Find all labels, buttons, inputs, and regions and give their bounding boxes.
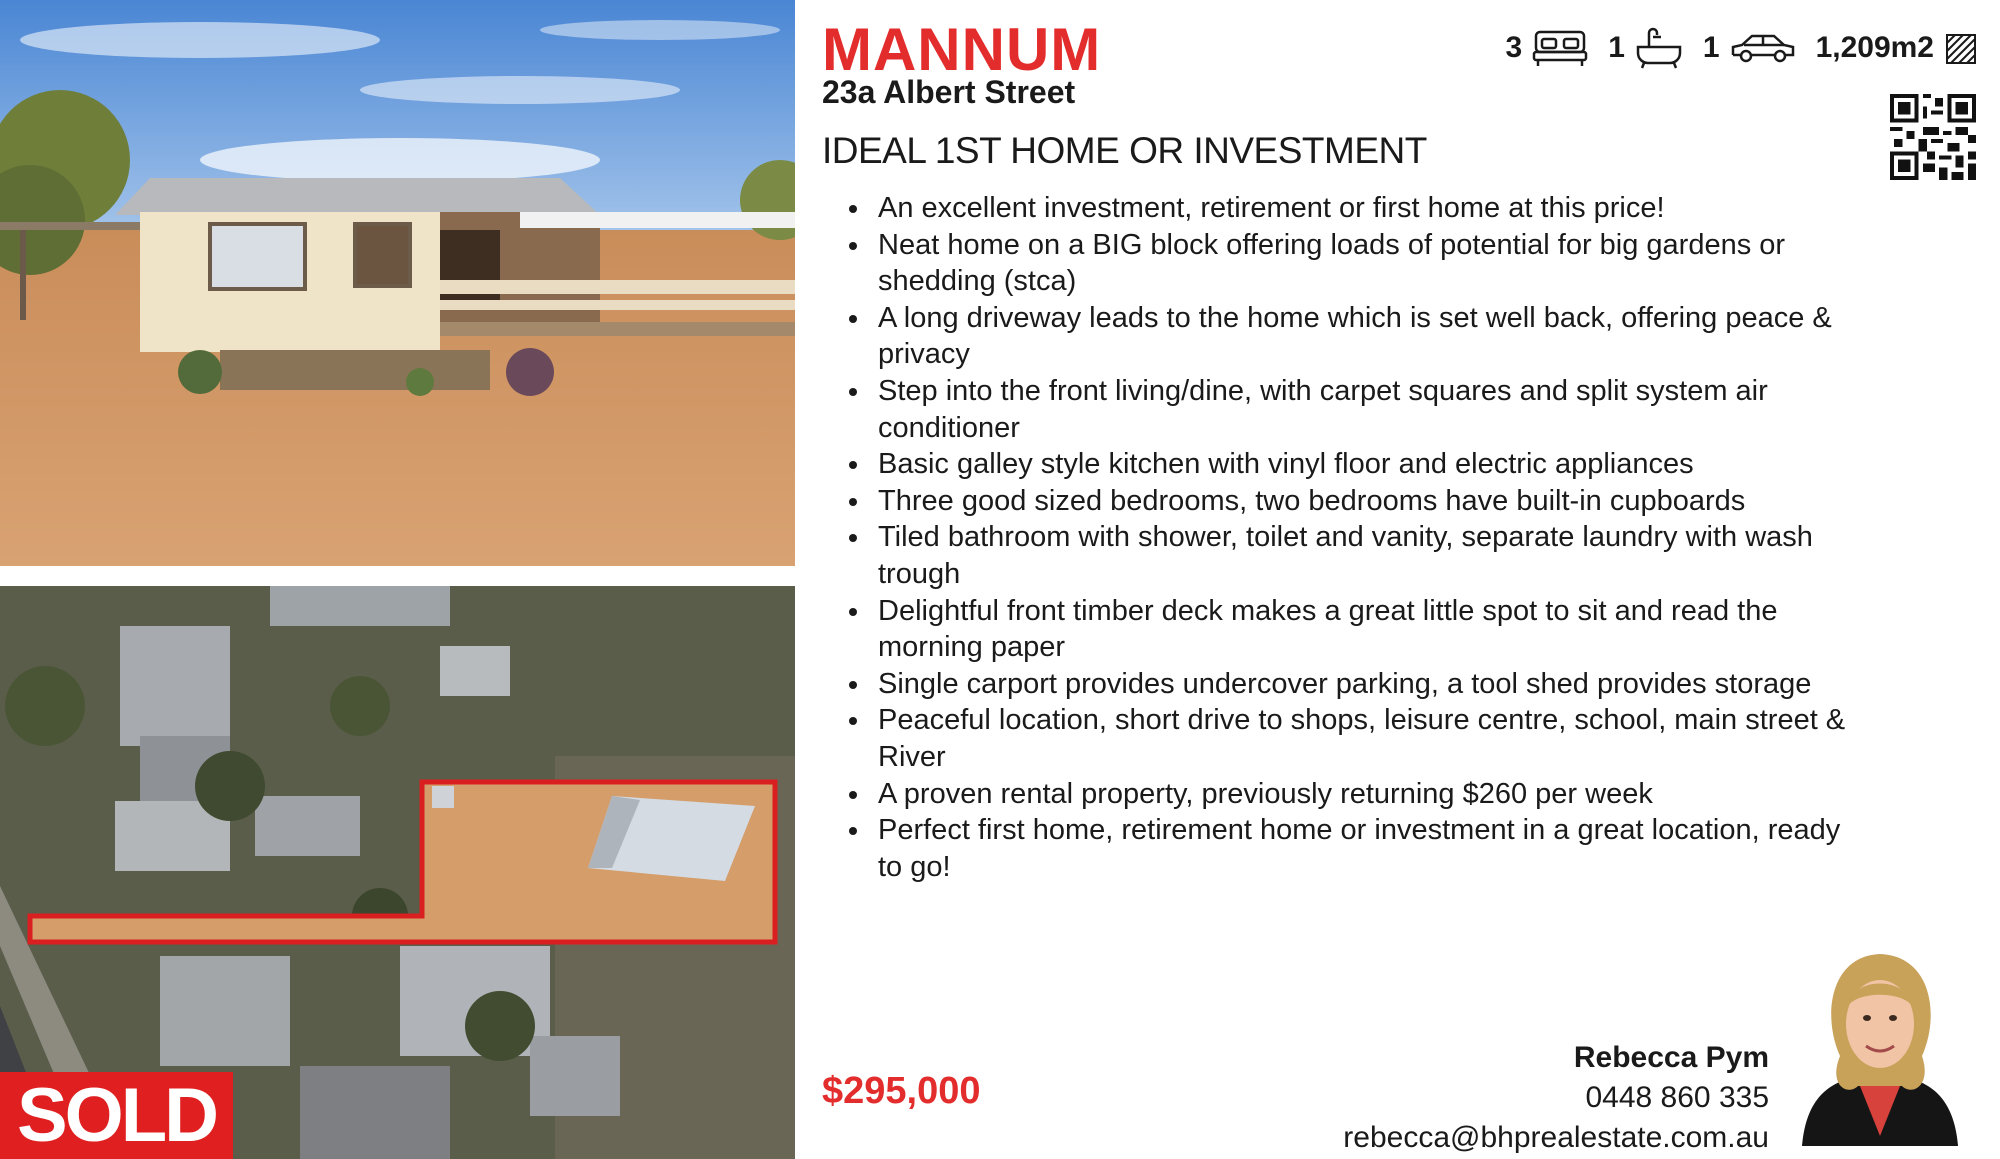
- house-front-photo: [0, 0, 795, 566]
- description-item: • Peaceful location, short drive to shops, leisure centre, school, main street & River: [872, 702, 1872, 775]
- bath-icon: [1635, 27, 1683, 69]
- car-spaces-count: 1: [1702, 31, 1720, 64]
- agent-email[interactable]: rebecca@bhprealestate.com.au: [1343, 1121, 1769, 1154]
- suburb-title: MANNUM: [822, 16, 1102, 83]
- description-item: • Basic galley style kitchen with vinyl floor and electric appliances: [872, 446, 1872, 483]
- description-item: • Tiled bathroom with shower, toilet and vanity, separate laundry with wash trough: [872, 519, 1872, 592]
- description-item: • Three good sized bedrooms, two bedrooms have built-in cupboards: [872, 483, 1872, 520]
- bathrooms-count: 1: [1608, 31, 1625, 64]
- land-area-icon: [1944, 30, 1978, 66]
- agent-photo: [1782, 936, 1978, 1146]
- land-size-feature: [1816, 30, 1978, 66]
- land-size-value: 1,209m2: [1815, 31, 1934, 64]
- car-icon: [1730, 31, 1796, 65]
- street-address: 23a Albert Street: [822, 74, 1076, 110]
- description-item: • A long driveway leads to the home which is set well back, offering peace & privacy: [872, 300, 1872, 373]
- property-features: [1486, 26, 1979, 70]
- agent-contact: [1343, 1038, 1769, 1158]
- description-item: • A proven rental property, previously returning $260 per week: [872, 776, 1872, 813]
- bedrooms-count: 3: [1505, 31, 1523, 64]
- description-item: • Delightful front timber deck makes a great little spot to sit and read the morning paper: [872, 593, 1872, 666]
- bedrooms-feature: [1506, 28, 1589, 68]
- listing-price: $295,000: [822, 1070, 981, 1112]
- description-item: • Step into the front living/dine, with carpet squares and split system air conditioner: [872, 373, 1872, 446]
- description-item: • Perfect first home, retirement home or investment in a great location, ready to go!: [872, 812, 1872, 885]
- description-list: [840, 190, 1872, 885]
- description-item: • Neat home on a BIG block offering loads of potential for big gardens or shedding (stca): [872, 227, 1872, 300]
- sold-badge: SOLD: [0, 1072, 233, 1159]
- qr-code[interactable]: [1890, 94, 1976, 180]
- bathrooms-feature: [1608, 27, 1683, 69]
- listing-headline: IDEAL 1ST HOME OR INVESTMENT: [822, 130, 1427, 171]
- agent-phone[interactable]: 0448 860 335: [1585, 1081, 1769, 1114]
- description-item: • Single carport provides undercover parking, a tool shed provides storage: [872, 666, 1872, 703]
- description-item: • An excellent investment, retirement or first home at this price!: [872, 190, 1872, 227]
- bed-icon: [1532, 28, 1588, 68]
- agent-name: Rebecca Pym: [1573, 1041, 1769, 1074]
- car-spaces-feature: [1703, 31, 1796, 65]
